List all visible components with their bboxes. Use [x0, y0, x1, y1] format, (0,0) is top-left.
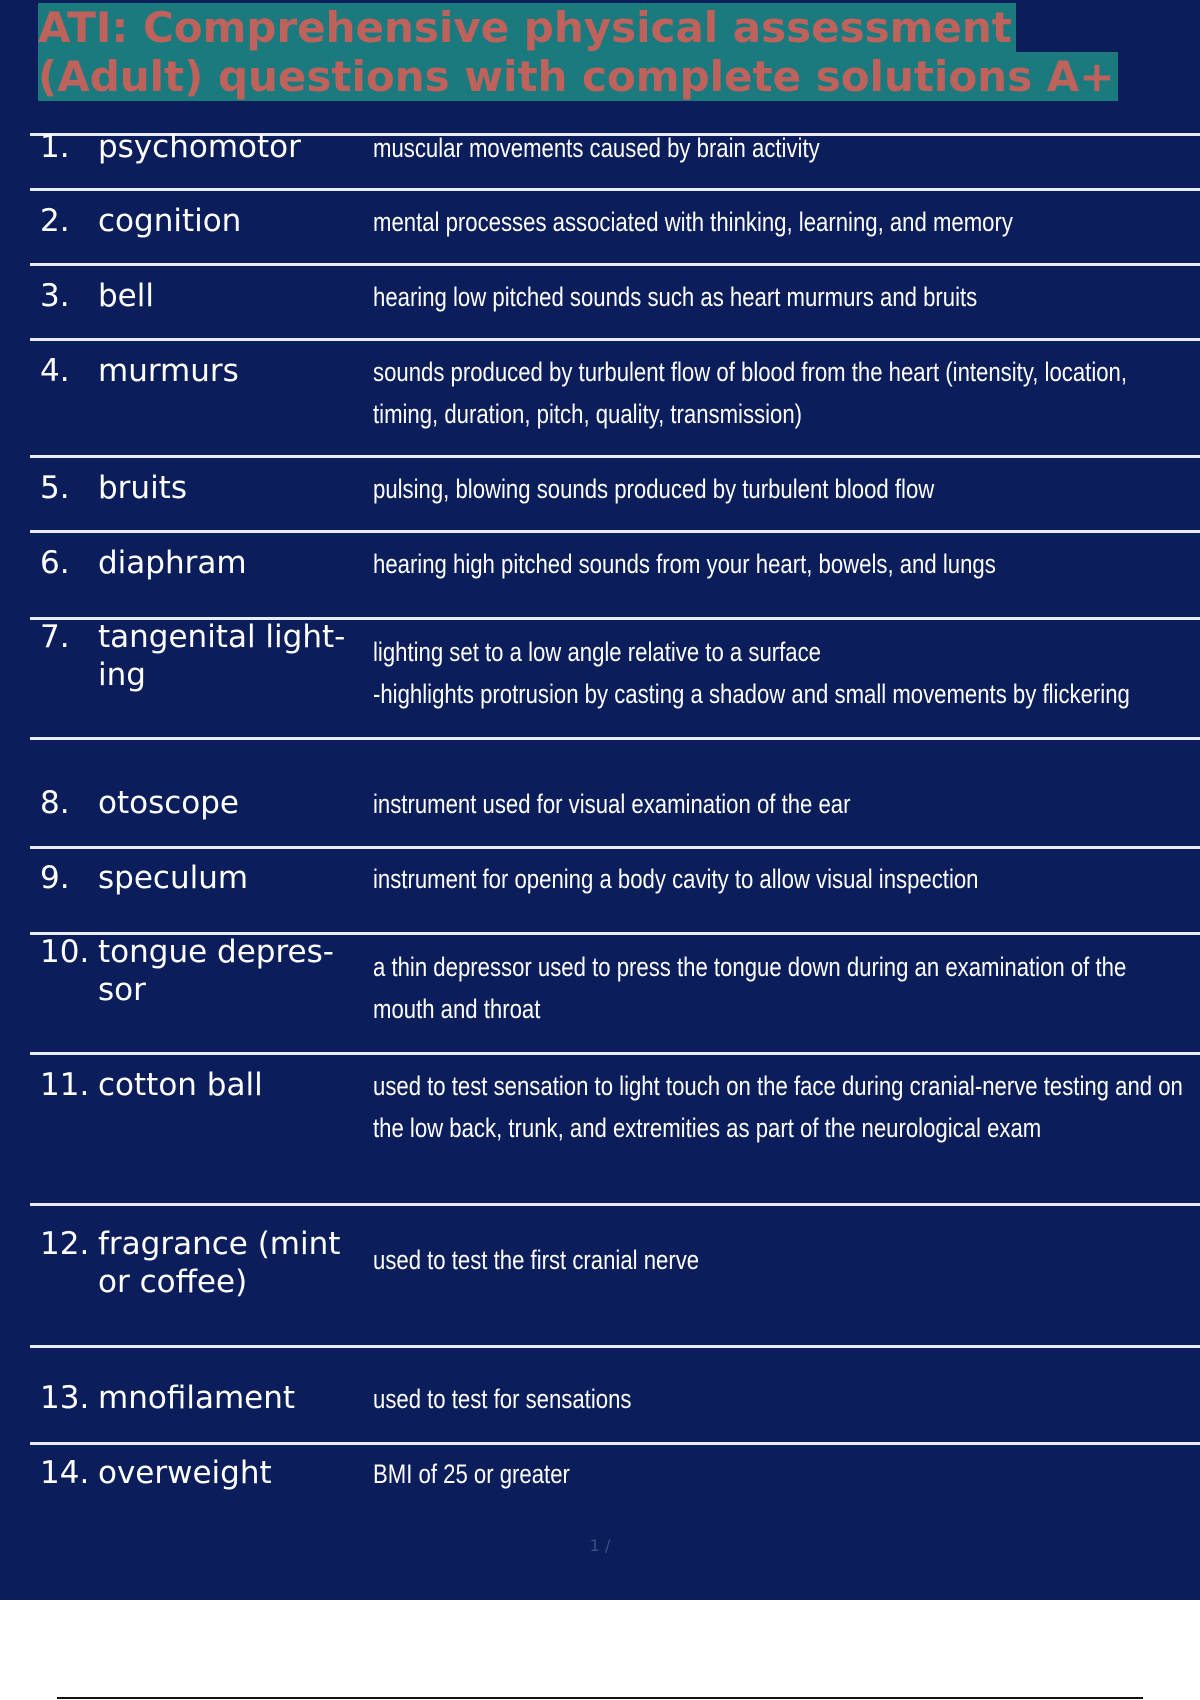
- definition-6: hearing high pitched sounds from your heart, bowels, and lungs: [373, 549, 996, 579]
- term-number: 7.: [40, 619, 70, 655]
- term-text: cognition: [98, 203, 242, 239]
- term-11: [40, 1066, 360, 1104]
- title-line-2: (Adult) questions with complete solutions A+: [38, 52, 1118, 101]
- term-text: speculum: [98, 860, 249, 896]
- row-divider: [30, 263, 1200, 266]
- term-3: [40, 277, 360, 315]
- definition-8: instrument used for visual examination of the ear: [373, 789, 851, 819]
- term-1: [40, 128, 360, 166]
- term-7: [40, 618, 360, 694]
- term-number: 11.: [40, 1067, 90, 1103]
- definition-13: used to test for sensations: [373, 1384, 632, 1414]
- term-text: tangenital light- ing: [98, 619, 346, 693]
- definition-3: hearing low pitched sounds such as heart murmurs and bruits: [373, 282, 978, 312]
- term-number: 10.: [40, 934, 90, 970]
- term-number: 13.: [40, 1380, 90, 1416]
- term-text: bruits: [98, 470, 187, 506]
- term-12: [40, 1225, 360, 1301]
- definition-4: sounds produced by turbulent flow of blood from the heart (intensity, location, timing, duration, pitch, quality, transmission): [373, 357, 1128, 429]
- row-divider: [30, 1052, 1200, 1055]
- definition-14: BMI of 25 or greater: [373, 1459, 570, 1489]
- term-text: mnofilament: [98, 1380, 296, 1416]
- definition-2: mental processes associated with thinking, learning, and memory: [373, 207, 1013, 237]
- term-number: 6.: [40, 545, 70, 581]
- definition-9: instrument for opening a body cavity to allow visual inspection: [373, 864, 979, 894]
- term-text: tongue depres- sor: [98, 934, 334, 1008]
- term-5: [40, 469, 360, 507]
- definition-12: used to test the first cranial nerve: [373, 1245, 700, 1275]
- term-text: bell: [98, 278, 154, 314]
- row-divider: [30, 1442, 1200, 1445]
- term-number: 1.: [40, 129, 70, 165]
- term-number: 14.: [40, 1455, 90, 1491]
- definition-10: a thin depressor used to press the tongue down during an examination of the mouth and throat: [373, 952, 1127, 1024]
- term-text: diaphram: [98, 545, 247, 581]
- definition-7-line-1: lighting set to a low angle relative to a surface: [373, 637, 821, 667]
- term-number: 12.: [40, 1226, 90, 1262]
- term-13: [40, 1379, 360, 1417]
- term-2: [40, 202, 360, 240]
- term-text: fragrance (mint or coffee): [98, 1226, 341, 1300]
- term-text: overweight: [98, 1455, 272, 1491]
- term-number: 2.: [40, 203, 70, 239]
- term-14: [40, 1454, 360, 1492]
- term-number: 9.: [40, 860, 70, 896]
- row-divider: [30, 737, 1200, 740]
- document-title: [38, 3, 1118, 101]
- term-number: 3.: [40, 278, 70, 314]
- row-divider: [30, 846, 1200, 849]
- term-text: psychomotor: [98, 129, 301, 165]
- footer-divider: [57, 1697, 1143, 1699]
- term-10: [40, 933, 360, 1009]
- row-divider: [30, 455, 1200, 458]
- term-4: [40, 352, 360, 390]
- definition-1: muscular movements caused by brain activity: [373, 133, 820, 163]
- title-line-1: ATI: Comprehensive physical assessment: [38, 3, 1016, 52]
- term-text: cotton ball: [98, 1067, 263, 1103]
- row-divider: [30, 1203, 1200, 1206]
- term-8: [40, 784, 360, 822]
- term-text: otoscope: [98, 785, 239, 821]
- page-number: 1 /: [589, 1536, 611, 1555]
- term-9: [40, 859, 360, 897]
- definition-7-line-2: -highlights protrusion by casting a shadow and small movements by flickering: [373, 679, 1130, 709]
- term-text: murmurs: [98, 353, 239, 389]
- definition-11: used to test sensation to light touch on the face during cranial-nerve testing and on the low back, trunk, and extremities as part of the neurological exam: [373, 1071, 1183, 1143]
- row-divider: [30, 530, 1200, 533]
- row-divider: [30, 1345, 1200, 1348]
- definition-7: [373, 631, 1193, 715]
- row-divider: [30, 338, 1200, 341]
- row-divider: [30, 188, 1200, 191]
- definition-5: pulsing, blowing sounds produced by turbulent blood flow: [373, 474, 935, 504]
- term-number: 4.: [40, 353, 70, 389]
- term-number: 5.: [40, 470, 70, 506]
- term-number: 8.: [40, 785, 70, 821]
- term-6: [40, 544, 360, 582]
